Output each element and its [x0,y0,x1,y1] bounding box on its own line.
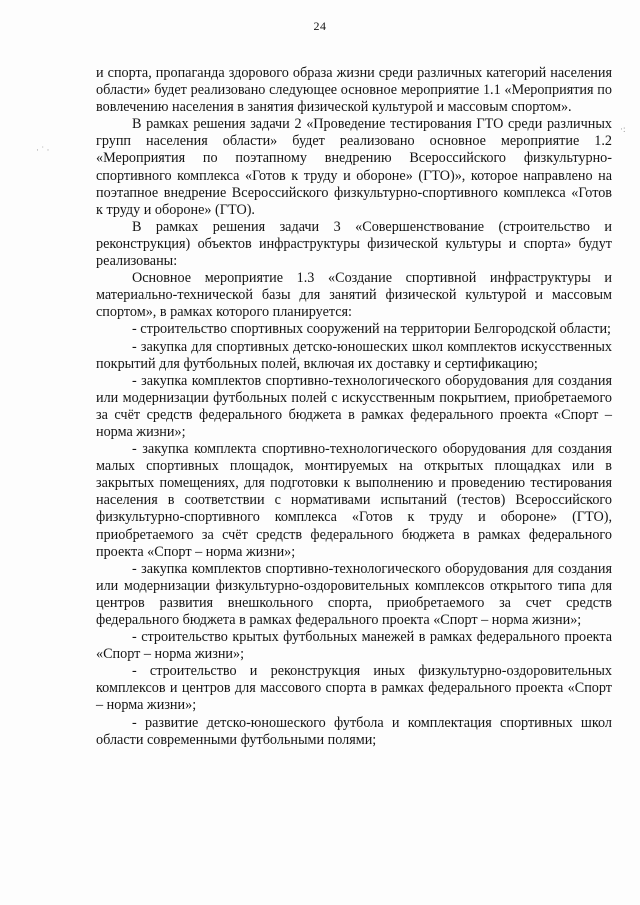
scan-artifact: ·: [620,124,626,134]
list-item-football-arenas: - строительство крытых футбольных манежей в рамках федерального проекта «Спорт – норма жизни»; [96,629,612,663]
list-item-football-field-equipment: - закупка комплектов спортивно-технологического оборудования для создания или модернизации футбольных полей с искусственным покрытием, приобретаемого за счёт средств федерального бюджета в рамках федерального проекта «Спорт – норма жизни»; [96,372,612,440]
paragraph-task-1-continuation: и спорта, пропаганда здорового образа жизни среди различных категорий населения области» будет реализовано следующее основное мероприятие 1.1 «Мероприятия по вовлечению населения в занятия физической культурой и массовым спортом». [96,65,612,116]
paragraph-task-2: В рамках решения задачи 2 «Проведение тестирования ГТО среди различных групп населения области» будет реализовано основное мероприятие 1.2 «Мероприятия по поэтапному внедрению Всероссийского физкультурно-спортивного комплекса «Готов к труду и обороне» (ГТО)», которое направлено на поэтапное внедрение Всероссийского физкультурно-спортивного комплекса «Готов к труду и обороне» (ГТО). [96,116,612,218]
document-body [96,65,612,749]
paragraph-measure-1-3: Основное мероприятие 1.3 «Создание спортивной инфраструктуры и материально-технической базы для занятий физической культурой и массовым спортом», в рамках которого планируется: [96,270,612,321]
list-item-youth-football: - развитие детско-юношеского футбола и комплектация спортивных школ области современными футбольными полями; [96,714,612,748]
list-item-mass-sport-centers: - строительство и реконструкция иных физкультурно-оздоровительных комплексов и центров для массового спорта в рамках федерального проекта «Спорт – норма жизни»; [96,663,612,714]
list-item-small-sports-grounds: - закупка комплекта спортивно-технологического оборудования для создания малых спортивных площадок, монтируемых на открытых площадках или в закрытых помещениях, для подготовки к выполнению и проведению тестирования населения в соответствии с нормативами испытаний (тестов) Всероссийского физкультурно-спортивного комплекса «Готов к труду и обороне» (ГТО), приобретаемого за счёт средств федерального бюджета в рамках федерального проекта «Спорт – норма жизни»; [96,441,612,560]
page-number: 24 [313,19,327,33]
list-item-sports-facilities: - строительство спортивных сооружений на территории Белгородской области; [132,321,611,338]
list-item-artificial-turf: - закупка для спортивных детско-юношеских школ комплектов искусственных покрытий для футбольных полей, включая их доставку и сертификацию; [96,338,612,372]
scan-artifact: · ˙ · [36,145,50,155]
paragraph-task-3: В рамках решения задачи 3 «Совершенствование (строительство и реконструкция) объектов инфраструктуры физической культуры и спорта» будут реализованы: [96,218,612,270]
list-item-fitness-complexes: - закупка комплектов спортивно-технологического оборудования для создания или модернизации физкультурно-оздоровительных комплексов открытого типа для центров развития внешкольного спорта, приобретаемого за счет средств федерального бюджета в рамках федерального проекта «Спорт – норма жизни»; [96,560,612,628]
